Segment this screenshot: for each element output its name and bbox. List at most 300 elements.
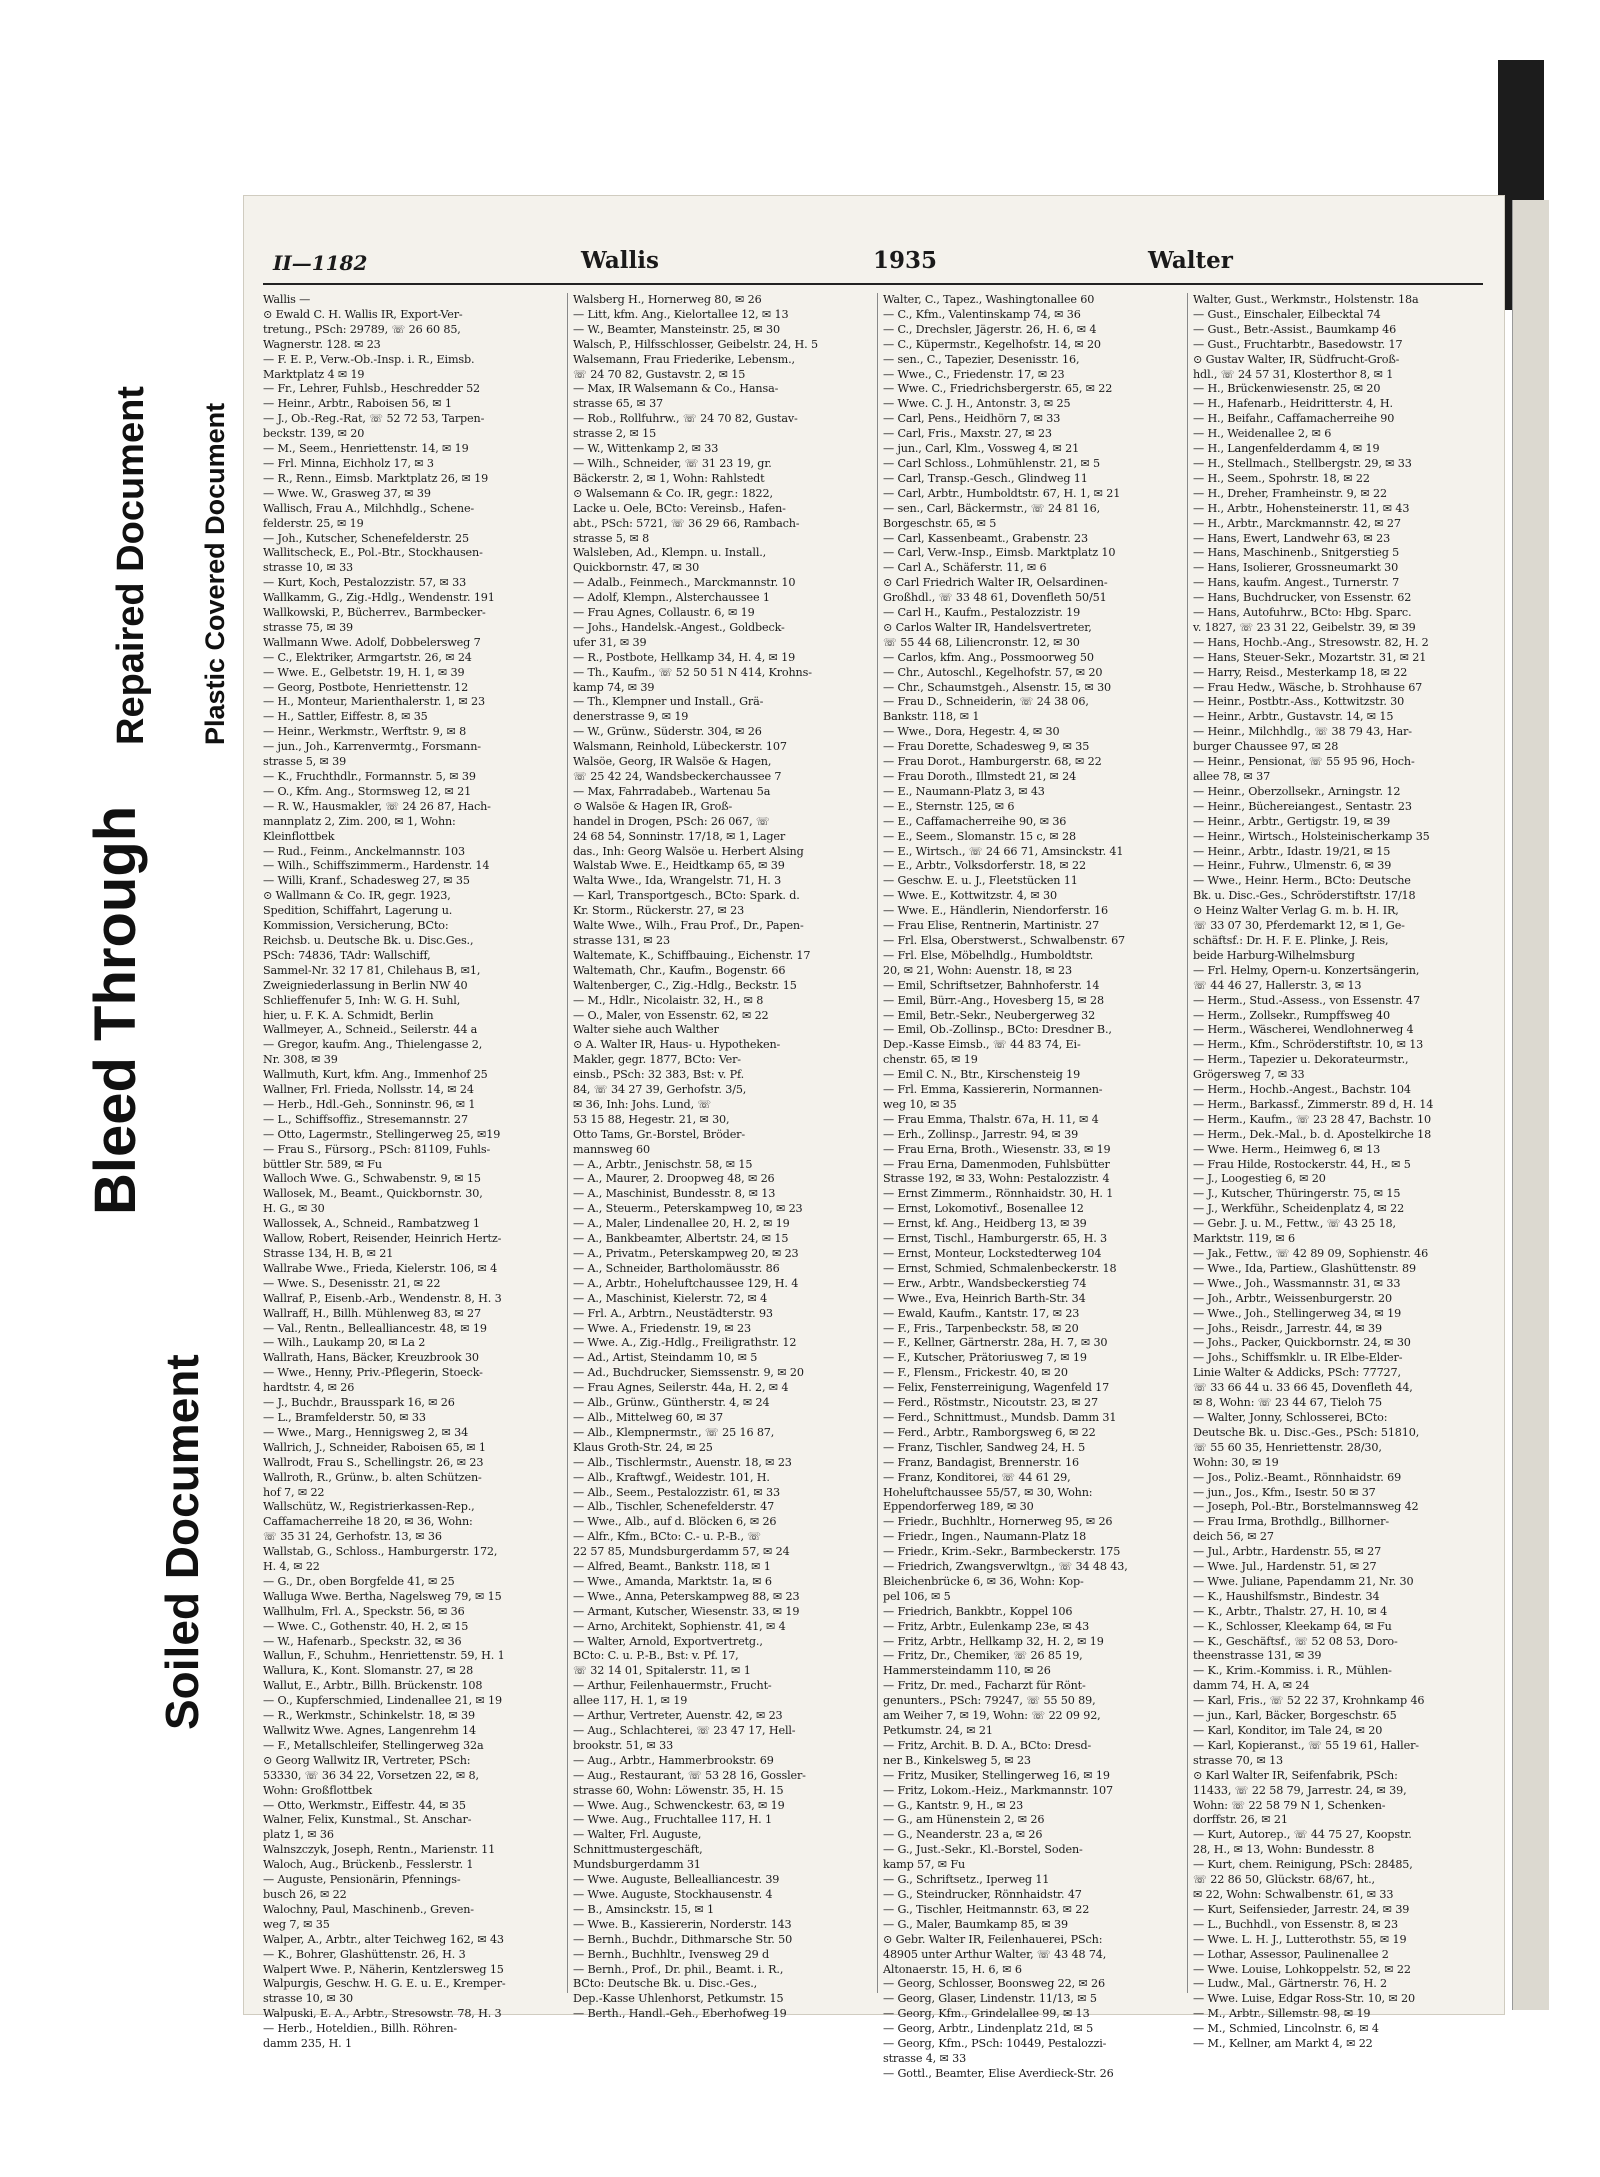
directory-entry: — H., Beifahr., Caffamacherreihe 90 [1193, 412, 1395, 426]
directory-entry: Wallura, K., Kont. Slomanstr. 27, ✉ 28 [263, 1664, 474, 1678]
directory-page [243, 195, 1505, 2080]
directory-entry: — Heinr., Fuhrw., Ulmenstr. 6, ✉ 39 [1193, 859, 1392, 873]
directory-entry: — M., Arbtr., Sillemstr. 98, ✉ 19 [1193, 2007, 1371, 2021]
directory-entry: Linie Walter & Addicks, PSch: 77727, [1193, 1366, 1401, 1380]
directory-entry: Strasse 134, H. B, ✉ 21 [263, 1247, 394, 1260]
directory-entry: — Geschw. E. u. J., Fleetstücken 11 [883, 874, 1078, 888]
directory-entry: — Wwe., Eva, Heinrich Barth-Str. 34 [883, 1291, 1086, 1305]
directory-entry: tretung., PSch: 29789, ☏ 26 60 85, [263, 322, 461, 336]
directory-entry: Wallkamm, G., Zig.-Hdlg., Wendenstr. 191 [263, 591, 495, 605]
directory-entry: chenstr. 65, ✉ 19 [883, 1053, 978, 1067]
directory-entry: ☏ 22 86 50, Glückstr. 68/67, ht., [1193, 1873, 1375, 1887]
directory-entry: — K., Haushilfsmstr., Bindestr. 34 [1193, 1589, 1380, 1603]
directory-entry: — Wwe. Luise, Edgar Ross-Str. 10, ✉ 20 [1193, 1992, 1415, 2006]
directory-entry: denerstrasse 9, ✉ 19 [573, 710, 689, 724]
directory-entry: ✉ 36, Inh: Johs. Lund, ☏ [573, 1097, 712, 1111]
directory-entry: Walter, Gust., Werkmstr., Holstenstr. 18a [1193, 293, 1419, 306]
directory-entry: — G., Steindrucker, Rönnhaidstr. 47 [883, 1887, 1082, 1901]
directory-entry: — Ernst, Schmied, Schmalenbeckerstr. 18 [883, 1261, 1117, 1275]
directory-entry: — Carl, Verw.-Insp., Eimsb. Marktplatz 10 [883, 546, 1116, 560]
directory-entry: — Walter, Frl. Auguste, [573, 1828, 702, 1842]
directory-entry: — E., Sternstr. 125, ✉ 6 [883, 799, 1015, 813]
directory-entry: 22 57 85, Mundsburgerdamm 57, ✉ 24 [573, 1545, 790, 1559]
directory-entry: — Joh., Arbtr., Weissenburgerstr. 20 [1193, 1291, 1392, 1305]
directory-entry: 20, ✉ 21, Wohn: Auenstr. 18, ✉ 23 [883, 963, 1072, 977]
directory-entry: — Carl, Arbtr., Humboldtstr. 67, H. 1, ✉ 21 [883, 486, 1121, 500]
directory-entry: — R., Postbote, Hellkamp 34, H. 4, ✉ 19 [573, 650, 796, 664]
directory-entry: Deutsche Bk. u. Disc.-Ges., PSch: 51810, [1193, 1425, 1420, 1439]
directory-entry: — K., Arbtr., Thalstr. 27, H. 10, ✉ 4 [1193, 1604, 1388, 1618]
directory-entry: — A., Arbtr., Jenischstr. 58, ✉ 15 [573, 1157, 753, 1171]
directory-entry: PSch: 74836, TAdr: Wallschiff, [263, 948, 431, 962]
directory-entry: — Wilh., Schneider, ☏ 31 23 19, gr. [573, 456, 772, 470]
directory-entry: — C., Elektriker, Armgartstr. 26, ✉ 24 [263, 650, 472, 664]
directory-entry: — Wwe., Marg., Hennigsweg 2, ✉ 34 [263, 1425, 469, 1439]
directory-entry: — Auguste, Pensionärin, Pfennings- [263, 1873, 461, 1887]
directory-entry: Walstab Wwe. E., Heidtkamp 65, ✉ 39 [573, 859, 785, 873]
directory-entry: — Bernh., Prof., Dr. phil., Beamt. i. R., [573, 1962, 784, 1976]
directory-entry: Eppendorferweg 189, ✉ 30 [883, 1500, 1034, 1514]
directory-entry: ⊙ Walsemann & Co. IR, gegr.: 1822, [573, 486, 773, 500]
directory-entry: — E., Seem., Slomanstr. 15 c, ✉ 28 [883, 829, 1076, 843]
directory-entry: — R., Werkmstr., Schinkelstr. 18, ✉ 39 [263, 1709, 475, 1723]
directory-entry: — Herm., Hochb.-Angest., Bachstr. 104 [1193, 1083, 1411, 1097]
directory-entry: — L., Schiffsoffiz., Stresemannstr. 27 [263, 1112, 468, 1126]
directory-entry: strasse 65, ✉ 37 [573, 397, 664, 411]
directory-entry: — Karl, Fris., ☏ 52 22 37, Krohnkamp 46 [1193, 1694, 1425, 1708]
directory-entry: — Wwe. L. H. J., Lutterothstr. 55, ✉ 19 [1193, 1932, 1407, 1946]
directory-entry: — Wwe. E., Kottwitzstr. 4, ✉ 30 [883, 889, 1057, 903]
directory-entry: — Arthur, Feilenhauermstr., Frucht- [573, 1679, 772, 1693]
directory-entry: ⊙ Ewald C. H. Wallis IR, Export-Ver- [263, 307, 463, 321]
directory-entry: — Wwe. Auguste, Stockhausenstr. 4 [573, 1887, 773, 1901]
directory-entry: ✉ 22, Wohn: Schwalbenstr. 61, ✉ 33 [1193, 1887, 1394, 1901]
directory-entry: Waltenberger, C., Zig.-Hdlg., Beckstr. 15 [573, 978, 797, 992]
directory-entry: strasse 10, ✉ 33 [263, 561, 354, 575]
directory-entry: — Th., Kaufm., ☏ 52 50 51 N 414, Krohns- [573, 665, 812, 679]
directory-entry: Walnszczyk, Joseph, Rentn., Marienstr. 11 [263, 1843, 496, 1857]
directory-entry: — Wwe. E., Gelbetstr. 19, H. 1, ✉ 39 [263, 665, 465, 679]
directory-entry: — Aug., Restaurant, ☏ 53 28 16, Gossler- [573, 1768, 806, 1782]
directory-entry: ⊙ Carl Friedrich Walter IR, Oelsardinen- [883, 576, 1108, 590]
directory-entry: Walsch, P., Hilfsschlosser, Geibelstr. 24, H. 5 [573, 337, 818, 351]
directory-entry: ⊙ Walsöe & Hagen IR, Groß- [573, 799, 733, 813]
directory-entry: — H., Brückenwiesenstr. 25, ✉ 20 [1193, 382, 1381, 396]
directory-entry: — J., Buchdr., Brausspark 16, ✉ 26 [263, 1396, 455, 1410]
directory-entry: — Georg, Kfm., PSch: 10449, Pestalozzi- [883, 2037, 1107, 2051]
directory-entry: H. G., ✉ 30 [263, 1202, 325, 1216]
directory-entry: v. 1827, ☏ 23 31 22, Geibelstr. 39, ✉ 39 [1193, 620, 1416, 634]
side-label-strip [0, 0, 240, 2177]
directory-entry: ⊙ Georg Wallwitz IR, Vertreter, PSch: [263, 1753, 471, 1767]
directory-entry: — Wwe. C., Friedrichsbergerstr. 65, ✉ 22 [883, 382, 1113, 396]
directory-entry: — Gust., Einschaler, Eilbecktal 74 [1193, 307, 1381, 321]
directory-entry: — Wwe., Dora, Hegestr. 4, ✉ 30 [883, 725, 1060, 739]
directory-entry: — Ludw., Mal., Gärtnerstr. 76, H. 2 [1193, 1977, 1388, 1991]
directory-entry: — C., Drechsler, Jägerstr. 26, H. 6, ✉ 4 [883, 322, 1097, 336]
directory-entry: — jun., Karl, Bäcker, Borgeschstr. 65 [1193, 1709, 1397, 1723]
directory-entry: — Jos., Poliz.-Beamt., Rönnhaidstr. 69 [1193, 1470, 1402, 1484]
directory-entry: — Franz, Tischler, Sandweg 24, H. 5 [883, 1440, 1086, 1454]
header-last-entry: Walter [1148, 247, 1233, 274]
directory-entry: ⊙ A. Walter IR, Haus- u. Hypotheken- [573, 1038, 781, 1052]
directory-entry: deich 56, ✉ 27 [1193, 1530, 1274, 1544]
directory-entry: — Frau Doroth., Illmstedt 21, ✉ 24 [883, 770, 1077, 783]
directory-entry: — C., Küpermstr., Kegelhofstr. 14, ✉ 20 [883, 337, 1101, 351]
directory-entry: — Hans, Ewert, Landwehr 63, ✉ 23 [1193, 531, 1391, 545]
directory-entry: Wallosek, M., Beamt., Quickbornstr. 30, [263, 1187, 483, 1201]
directory-entry: ☏ 32 14 01, Spitalerstr. 11, ✉ 1 [573, 1664, 751, 1678]
directory-entry: strasse 5, ✉ 8 [573, 531, 650, 545]
directory-entry: 84, ☏ 34 27 39, Gerhofstr. 3/5, [573, 1083, 747, 1097]
directory-entry: — Wwe., Amanda, Marktstr. 1a, ✉ 6 [573, 1574, 772, 1588]
directory-entry: Wallossek, A., Schneid., Rambatzweg 1 [263, 1217, 480, 1231]
directory-entry: strasse 60, Wohn: Löwenstr. 35, H. 15 [573, 1783, 784, 1797]
directory-entry: — Ferd., Röstmstr., Nicoutstr. 23, ✉ 27 [883, 1396, 1098, 1410]
directory-entry: Makler, gegr. 1877, BCto: Ver- [573, 1053, 741, 1067]
directory-entry: Walte Wwe., Wilh., Frau Prof., Dr., Papen- [573, 919, 804, 933]
directory-entry: ☏ 55 44 68, Liliencronstr. 12, ✉ 30 [883, 635, 1080, 649]
directory-entry: Klaus Groth-Str. 24, ✉ 25 [573, 1440, 713, 1454]
directory-entry: Walner, Felix, Kunstmal., St. Anschar- [263, 1813, 472, 1827]
directory-entry: — Wwe., Ida, Partiew., Glashüttenstr. 89 [1193, 1261, 1416, 1275]
directory-entry: — Wwe., Henny, Priv.-Pflegerin, Stoeck- [263, 1366, 483, 1380]
directory-entry: — Hans, Steuer-Sekr., Mozartstr. 31, ✉ 21 [1193, 650, 1427, 664]
directory-entry: — Wwe. A., Zig.-Hdlg., Freiligrathstr. 12 [573, 1336, 797, 1350]
directory-entry: — Wwe., Anna, Peterskampweg 88, ✉ 23 [573, 1589, 800, 1603]
directory-entry: — Frau Dorette, Schadesweg 9, ✉ 35 [883, 740, 1090, 754]
directory-entry: — Emil, Ob.-Zollinsp., BCto: Dresdner B., [883, 1023, 1112, 1037]
directory-entry: Hammersteindamm 110, ✉ 26 [883, 1664, 1051, 1678]
directory-entry: — Georg, Kfm., Grindelallee 99, ✉ 13 [883, 2007, 1090, 2021]
directory-entry: Walta Wwe., Ida, Wrangelstr. 71, H. 3 [573, 874, 782, 888]
directory-entry: — Frau Agnes, Collaustr. 6, ✉ 19 [573, 606, 755, 620]
directory-entry: Waltemath, Chr., Kaufm., Bogenstr. 66 [573, 963, 786, 977]
directory-entry: strasse 4, ✉ 33 [883, 2051, 967, 2065]
directory-entry: — Armant, Kutscher, Wiesenstr. 33, ✉ 19 [573, 1604, 800, 1618]
directory-entry: schäftsf.: Dr. H. F. E. Plinke, J. Reis, [1193, 933, 1389, 947]
directory-entry: strasse 2, ✉ 15 [573, 427, 657, 441]
directory-entry: Bäckerstr. 2, ✉ 1, Wohn: Rahlstedt [573, 471, 765, 485]
directory-entry: kamp 57, ✉ Fu [883, 1858, 966, 1872]
directory-entry: Walpert Wwe. P., Näherin, Kentzlersweg 15 [263, 1962, 504, 1976]
directory-entry: — Emil, Bürr.-Ang., Hovesberg 15, ✉ 28 [883, 993, 1104, 1007]
directory-entry: ☏ 44 46 27, Hallerstr. 3, ✉ 13 [1193, 978, 1362, 992]
directory-entry: pel 106, ✉ 5 [883, 1589, 951, 1603]
directory-entry: — Johs., Reisdr., Jarrestr. 44, ✉ 39 [1193, 1321, 1382, 1335]
directory-entry: — Erh., Zollinsp., Jarrestr. 94, ✉ 39 [883, 1127, 1079, 1141]
directory-entry: strasse 10, ✉ 30 [263, 1992, 354, 2006]
directory-entry: — Berth., Handl.-Geh., Eberhofweg 19 [573, 2007, 787, 2021]
directory-entry: — Th., Klempner und Install., Grä- [573, 695, 764, 709]
directory-entry: mannplatz 2, Zim. 200, ✉ 1, Wohn: [263, 814, 456, 828]
directory-entry: — Friedr., Buchhltr., Hornerweg 95, ✉ 26 [883, 1515, 1113, 1529]
directory-entry: abt., PSch: 5721, ☏ 36 29 66, Rambach- [573, 516, 800, 530]
directory-entry: H. 4, ✉ 22 [263, 1560, 320, 1574]
directory-entry: — F. E. P., Verw.-Ob.-Insp. i. R., Eimsb. [263, 352, 475, 366]
directory-entry: ☏ 25 42 24, Wandsbeckerchaussee 7 [573, 770, 782, 783]
directory-entry: ⊙ Wallmann & Co. IR, gegr. 1923, [263, 889, 451, 903]
directory-entry: 24 68 54, Sonninstr. 17/18, ✉ 1, Lager [573, 829, 786, 843]
directory-entry: — Heinr., Pensionat, ☏ 55 95 96, Hoch- [1193, 755, 1415, 769]
directory-entry: — Wwe., C., Friedenstr. 17, ✉ 23 [883, 367, 1065, 381]
directory-entry: — F., Fris., Tarpenbeckstr. 58, ✉ 20 [883, 1321, 1079, 1335]
directory-entry: — Aug., Arbtr., Hammerbrookstr. 69 [573, 1753, 774, 1767]
directory-entry: Bankstr. 118, ✉ 1 [883, 710, 980, 724]
directory-entry: — Karl, Kopieranst., ☏ 55 19 61, Haller- [1193, 1738, 1419, 1752]
directory-entry: — Wwe. Herm., Heimweg 6, ✉ 13 [1193, 1142, 1381, 1156]
directory-entry: — Adalb., Feinmech., Marckmannstr. 10 [573, 576, 796, 590]
directory-entry: — W., Beamter, Mansteinstr. 25, ✉ 30 [573, 322, 780, 336]
column-4 [1187, 293, 1485, 2051]
directory-entry: — Johs., Schiffsmklr. u. IR Elbe-Elder- [1193, 1351, 1403, 1365]
directory-entry: Wallstab, G., Schloss., Hamburgerstr. 172, [263, 1545, 498, 1559]
directory-entry: — Alb., Grünw., Güntherstr. 4, ✉ 24 [573, 1396, 770, 1410]
directory-entry: — Alb., Kraftwgf., Weidestr. 101, H. [573, 1470, 770, 1484]
directory-entry: ☏ 33 07 30, Pferdemarkt 12, ✉ 1, Ge- [1193, 919, 1405, 933]
directory-entry: — H., Dreher, Framheinstr. 9, ✉ 22 [1193, 486, 1387, 500]
directory-entry: — Wwe. B., Kassiererin, Norderstr. 143 [573, 1917, 792, 1931]
directory-entry: ⊙ Heinz Walter Verlag G. m. b. H. IR, [1193, 904, 1399, 918]
directory-entry: Altonaerstr. 15, H. 6, ✉ 6 [883, 1962, 1022, 1976]
directory-entry: platz 1, ✉ 36 [263, 1828, 334, 1842]
directory-entry: — Fritz, Musiker, Stellingerweg 16, ✉ 19 [883, 1768, 1110, 1782]
directory-entry: — Emil, Betr.-Sekr., Neubergerweg 32 [883, 1008, 1096, 1022]
directory-entry: — Heinr., Milchhdlg., ☏ 38 79 43, Har- [1193, 725, 1412, 739]
directory-entry: — Herm., Dek.-Mal., b. d. Apostelkirche 18 [1193, 1127, 1432, 1141]
directory-entry: ☏ 55 60 35, Henriettenstr. 28/30, [1193, 1440, 1382, 1454]
directory-entry: ⊙ Carlos Walter IR, Handelsvertreter, [883, 620, 1092, 634]
directory-entry: weg 7, ✉ 35 [263, 1917, 330, 1931]
directory-entry: — Georg, Postbote, Henriettenstr. 12 [263, 680, 469, 694]
directory-entry: Schnittmustergeschäft, [573, 1843, 703, 1857]
directory-entry: — A., Maurer, 2. Droopweg 48, ✉ 26 [573, 1172, 775, 1186]
directory-entry: Wallroth, R., Grünw., b. alten Schützen- [263, 1470, 482, 1484]
directory-entry: — Carlos, kfm. Ang., Possmoorweg 50 [883, 650, 1094, 664]
directory-entry: Spedition, Schiffahrt, Lagerung u. [263, 904, 453, 918]
directory-entry: Walsöe, Georg, IR Walsöe & Hagen, [573, 755, 772, 769]
column-1 [263, 293, 555, 2051]
directory-entry: Walochny, Paul, Maschinenb., Greven- [263, 1902, 474, 1916]
directory-entry: 48905 unter Arthur Walter, ☏ 43 48 74, [883, 1947, 1107, 1961]
directory-entry: — Lothar, Assessor, Paulinenallee 2 [1193, 1947, 1389, 1961]
directory-entry: — Wwe. S., Desenisstr. 21, ✉ 22 [263, 1276, 441, 1290]
directory-entry: — Alb., Tischlermstr., Auenstr. 18, ✉ 23 [573, 1455, 792, 1469]
directory-entry: — Karl, Konditor, im Tale 24, ✉ 20 [1193, 1724, 1383, 1737]
directory-entry: — G., am Hünenstein 2, ✉ 26 [883, 1813, 1045, 1827]
directory-entry: strasse 131, ✉ 23 [573, 933, 670, 947]
directory-entry: Wallmuth, Kurt, kfm. Ang., Immenhof 25 [263, 1068, 488, 1082]
directory-entry: — F., Flensm., Frickestr. 40, ✉ 20 [883, 1366, 1068, 1380]
directory-entry: — Wwe., Joh., Wassmannstr. 31, ✉ 33 [1193, 1276, 1401, 1290]
directory-entry: Wallisch, Frau A., Milchhdlg., Schene- [263, 501, 475, 515]
directory-entry: strasse 5, ✉ 39 [263, 755, 347, 769]
directory-entry: — H., Hafenarb., Heidritterstr. 4, H. [1193, 397, 1393, 411]
directory-entry: — Hans, Maschinenb., Snitgerstieg 5 [1193, 546, 1400, 560]
directory-entry: — G., Kantstr. 9, H., ✉ 23 [883, 1798, 1024, 1812]
directory-entry: Wallut, E., Arbtr., Billh. Brückenstr. 108 [263, 1679, 483, 1693]
directory-entry: — Willi, Kranf., Schadesweg 27, ✉ 35 [263, 874, 470, 888]
directory-entry: — L., Bramfelderstr. 50, ✉ 33 [263, 1410, 426, 1424]
directory-entry: — Wwe. Louise, Lohkoppelstr. 52, ✉ 22 [1193, 1962, 1411, 1976]
directory-entry: — Karl, Transportgesch., BCto: Spark. d. [573, 889, 800, 903]
directory-entry: — Ferd., Schnittmust., Mundsb. Damm 31 [883, 1410, 1117, 1424]
directory-entry: — Carl A., Schäferstr. 11, ✉ 6 [883, 561, 1047, 575]
directory-entry: strasse 70, ✉ 13 [1193, 1753, 1284, 1767]
next-page-edge [1512, 200, 1549, 2010]
directory-entry: — M., Kellner, am Markt 4, ✉ 22 [1193, 2037, 1373, 2051]
directory-entry: beckstr. 139, ✉ 20 [263, 427, 365, 441]
directory-entry: — Hans, Isolierer, Grossneumarkt 30 [1193, 561, 1399, 575]
directory-entry: Wagnerstr. 128. ✉ 23 [263, 337, 381, 351]
directory-entry: 53330, ☏ 36 34 22, Vorsetzen 22, ✉ 8, [263, 1768, 479, 1782]
directory-entry: Wallis — [263, 293, 311, 306]
directory-entry: — Friedr., Ingen., Naumann-Platz 18 [883, 1530, 1087, 1544]
directory-entry: — M., Seem., Henriettenstr. 14, ✉ 19 [263, 442, 469, 456]
directory-entry: — Carl H., Kaufm., Pestalozzistr. 19 [883, 606, 1081, 620]
directory-entry: Strasse 192, ✉ 33, Wohn: Pestalozzistr. 4 [883, 1172, 1110, 1186]
directory-entry: — Fritz, Dr. med., Facharzt für Rönt- [883, 1679, 1086, 1693]
directory-entry: — Frau S., Fürsorg., PSch: 81109, Fuhls- [263, 1142, 491, 1156]
directory-entry: — K., Fruchthdlr., Formannstr. 5, ✉ 39 [263, 770, 476, 783]
directory-entry: allee 117, H. 1, ✉ 19 [573, 1694, 688, 1708]
directory-entry: — Frl. Emma, Kassiererin, Normannen- [883, 1083, 1103, 1097]
directory-entry: — Franz, Konditorei, ☏ 44 61 29, [883, 1470, 1071, 1484]
directory-entry: — Heinr., Arbtr., Gertigstr. 19, ✉ 39 [1193, 814, 1391, 828]
directory-entry: — Herm., Stud.-Assess., von Essenstr. 47 [1193, 993, 1420, 1007]
directory-entry: — Wwe., Alb., auf d. Blöcken 6, ✉ 26 [573, 1515, 777, 1529]
directory-entry: — Gregor, kaufm. Ang., Thielengasse 2, [263, 1038, 483, 1052]
directory-entry: Wallmeyer, A., Schneid., Seilerstr. 44 a [263, 1023, 478, 1037]
directory-entry: strasse 75, ✉ 39 [263, 620, 354, 634]
directory-entry: kamp 74, ✉ 39 [573, 680, 655, 694]
directory-entry: — A., Arbtr., Hoheluftchaussee 129, H. 4 [573, 1276, 799, 1290]
directory-entry: — H., Arbtr., Marckmannstr. 42, ✉ 27 [1193, 516, 1401, 530]
directory-entry: — Gebr. J. u. M., Fettw., ☏ 43 25 18, [1193, 1217, 1396, 1231]
directory-entry: Wallner, Frl. Frieda, Nollsstr. 14, ✉ 24 [263, 1083, 474, 1097]
directory-entry: Walloch Wwe. G., Schwabenstr. 9, ✉ 15 [263, 1172, 481, 1186]
directory-entry: Marktstr. 119, ✉ 6 [1193, 1232, 1296, 1246]
directory-entry: — jun., Carl, Klm., Vossweg 4, ✉ 21 [883, 442, 1080, 456]
directory-entry: — Chr., Autoschl., Kegelhofstr. 57, ✉ 20 [883, 665, 1103, 679]
directory-entry: Dep.-Kasse Uhlenhorst, Petkumstr. 15 [573, 1992, 784, 2006]
directory-entry: — Arno, Architekt, Sophienstr. 41, ✉ 4 [573, 1619, 786, 1633]
directory-entry: Wallun, F., Schuhm., Henriettenstr. 59, H. 1 [263, 1649, 505, 1663]
directory-entry: — Fritz, Arbtr., Eulenkamp 23e, ✉ 43 [883, 1619, 1090, 1633]
directory-entry: — A., Maschinist, Kielerstr. 72, ✉ 4 [573, 1291, 768, 1305]
directory-entry: — F., Kellner, Gärtnerstr. 28a, H. 7, ✉ 30 [883, 1336, 1108, 1350]
directory-entry: einsb., PSch: 32 383, Bst: v. Pf. [573, 1068, 744, 1082]
column-2 [567, 293, 865, 2021]
directory-entry: — F., Kutscher, Prätoriusweg 7, ✉ 19 [883, 1351, 1087, 1365]
directory-entry: theenstrasse 131, ✉ 39 [1193, 1649, 1322, 1663]
directory-entry: hardtstr. 4, ✉ 26 [263, 1381, 355, 1395]
directory-entry: — H., Langenfelderdamm 4, ✉ 19 [1193, 442, 1380, 456]
directory-entry: — Erw., Arbtr., Wandsbeckerstieg 74 [883, 1276, 1087, 1290]
directory-entry: Nr. 308, ✉ 39 [263, 1053, 338, 1067]
directory-entry: — jun., Jos., Kfm., Isestr. 50 ✉ 37 [1193, 1485, 1376, 1499]
directory-entry: — H., Arbtr., Hohensteinerstr. 11, ✉ 43 [1193, 501, 1410, 515]
directory-entry: damm 235, H. 1 [263, 2037, 352, 2051]
directory-entry: — Heinr., Arbtr., Gustavstr. 14, ✉ 15 [1193, 710, 1394, 724]
directory-entry: — R. W., Hausmakler, ☏ 24 26 87, Hach- [263, 799, 491, 813]
directory-entry: Caffamacherreihe 18 20, ✉ 36, Wohn: [263, 1515, 473, 1529]
directory-entry: — Heinr., Werkmstr., Werftstr. 9, ✉ 8 [263, 725, 467, 739]
directory-entry: — Frau Hilde, Rostockerstr. 44, H., ✉ 5 [1193, 1157, 1411, 1171]
directory-entry: — Hans, Autofuhrw., BCto: Hbg. Sparc. [1193, 606, 1412, 620]
directory-entry: genunters., PSch: 79247, ☏ 55 50 89, [883, 1694, 1096, 1708]
directory-entry: Bk. u. Disc.-Ges., Schröderstiftstr. 17/18 [1193, 889, 1416, 903]
directory-entry: — B., Amsinckstr. 15, ✉ 1 [573, 1902, 715, 1916]
directory-entry: — J., Loogestieg 6, ✉ 20 [1193, 1172, 1326, 1186]
directory-entry: — Wwe. Aug., Schwenckestr. 63, ✉ 19 [573, 1798, 785, 1812]
directory-entry: — Herb., Hoteldien., Billh. Röhren- [263, 2022, 458, 2036]
directory-entry: — Frau Agnes, Seilerstr. 44a, H. 2, ✉ 4 [573, 1381, 789, 1395]
directory-entry: Bleichenbrücke 6, ✉ 36, Wohn: Kop- [883, 1574, 1084, 1588]
directory-entry: — W., Grünw., Süderstr. 304, ✉ 26 [573, 725, 762, 739]
directory-entry: — G., Maler, Baumkamp 85, ✉ 39 [883, 1917, 1068, 1931]
directory-entry: — Friedrich, Bankbtr., Koppel 106 [883, 1604, 1073, 1618]
directory-entry: Walluga Wwe. Bertha, Nagelsweg 79, ✉ 15 [263, 1589, 502, 1603]
directory-entry: — Fritz, Arbtr., Hellkamp 32, H. 2, ✉ 19 [883, 1634, 1104, 1648]
directory-entry: — J., Ob.-Reg.-Rat, ☏ 52 72 53, Tarpen- [263, 412, 485, 426]
directory-entry: Wallrabe Wwe., Frieda, Kielerstr. 106, ✉ 4 [263, 1261, 498, 1275]
directory-entry: — Alfred, Beamt., Bankstr. 118, ✉ 1 [573, 1560, 771, 1574]
directory-entry: — Ad., Artist, Steindamm 10, ✉ 5 [573, 1351, 758, 1365]
directory-entry: Waloch, Aug., Brückenb., Fesslerstr. 1 [263, 1858, 474, 1872]
directory-entry: — H., Seem., Spohrstr. 18, ✉ 22 [1193, 471, 1370, 485]
directory-entry: — Frau Irma, Brothdlg., Billhorner- [1193, 1515, 1389, 1529]
directory-entry: 11433, ☏ 22 58 79, Jarrestr. 24, ✉ 39, [1193, 1783, 1407, 1797]
directory-entry: — Rob., Rollfuhrw., ☏ 24 70 82, Gustav- [573, 412, 798, 426]
directory-entry: Otto Tams, Gr.-Borstel, Bröder- [573, 1127, 745, 1141]
directory-entry: — A., Privatm., Peterskampweg 20, ✉ 23 [573, 1247, 799, 1260]
directory-entry: — Ernst, Monteur, Lockstedterweg 104 [883, 1247, 1102, 1260]
directory-entry: beide Harburg-Wilhelmsburg [1193, 948, 1355, 962]
directory-entry: — Ewald, Kaufm., Kantstr. 17, ✉ 23 [883, 1306, 1080, 1320]
directory-entry: — Carl, Transp.-Gesch., Glindweg 11 [883, 471, 1088, 485]
directory-entry: — Hans, kaufm. Angest., Turnerstr. 7 [1193, 576, 1400, 590]
column-3 [877, 293, 1175, 2080]
directory-entry: — Ernst, kf. Ang., Heidberg 13, ✉ 39 [883, 1217, 1087, 1231]
directory-entry: 28, H., ✉ 13, Wohn: Bundesstr. 8 [1193, 1843, 1375, 1857]
directory-entry: — K., Krim.-Kommiss. i. R., Mühlen- [1193, 1664, 1392, 1678]
directory-entry: Walter siehe auch Walther [573, 1023, 719, 1037]
directory-entry: — Hans, Hochb.-Ang., Stresowstr. 82, H. 2 [1193, 635, 1429, 649]
directory-entry: — Georg, Arbtr., Lindenplatz 21d, ✉ 5 [883, 2022, 1094, 2036]
directory-entry: — Heinr., Arbtr., Raboisen 56, ✉ 1 [263, 397, 452, 411]
directory-entry: — Kurt, Seifensieder, Jarrestr. 24, ✉ 39 [1193, 1902, 1410, 1916]
directory-entry: ☏ 35 31 24, Gerhofstr. 13, ✉ 36 [263, 1530, 442, 1544]
directory-entry: — Herm., Wäscherei, Wendlohnerweg 4 [1193, 1023, 1414, 1037]
directory-entry: — sen., C., Tapezier, Desenisstr. 16, [883, 352, 1080, 366]
directory-entry: Grögersweg 7, ✉ 33 [1193, 1068, 1305, 1082]
directory-entry: — C., Kfm., Valentinskamp 74, ✉ 36 [883, 307, 1081, 321]
directory-entry: — Emil C. N., Btr., Kirschensteig 19 [883, 1068, 1081, 1082]
directory-entry: — A., Bankbeamter, Albertstr. 24, ✉ 15 [573, 1232, 789, 1246]
directory-entry: — Wwe., Heinr. Herm., BCto: Deutsche [1193, 874, 1411, 888]
directory-entry: — Fritz, Dr., Chemiker, ☏ 26 85 19, [883, 1649, 1083, 1663]
directory-entry: — K., Schlosser, Kleekamp 64, ✉ Fu [1193, 1619, 1392, 1633]
directory-entry: — Wwe. Auguste, Bellealliancestr. 39 [573, 1873, 780, 1887]
directory-entry: — W., Wittenkamp 2, ✉ 33 [573, 442, 719, 456]
directory-entry: ner B., Kinkelsweg 5, ✉ 23 [883, 1753, 1031, 1767]
directory-entry: dorffstr. 26, ✉ 21 [1193, 1813, 1288, 1827]
directory-entry: Wallraff, H., Billh. Mühlenweg 83, ✉ 27 [263, 1306, 481, 1320]
directory-entry: ☏ 24 70 82, Gustavstr. 2, ✉ 15 [573, 367, 746, 381]
directory-entry: hier, u. F. K. A. Schmidt, Berlin [263, 1008, 434, 1022]
directory-entry: — K., Bohrer, Glashüttenstr. 26, H. 3 [263, 1947, 466, 1961]
